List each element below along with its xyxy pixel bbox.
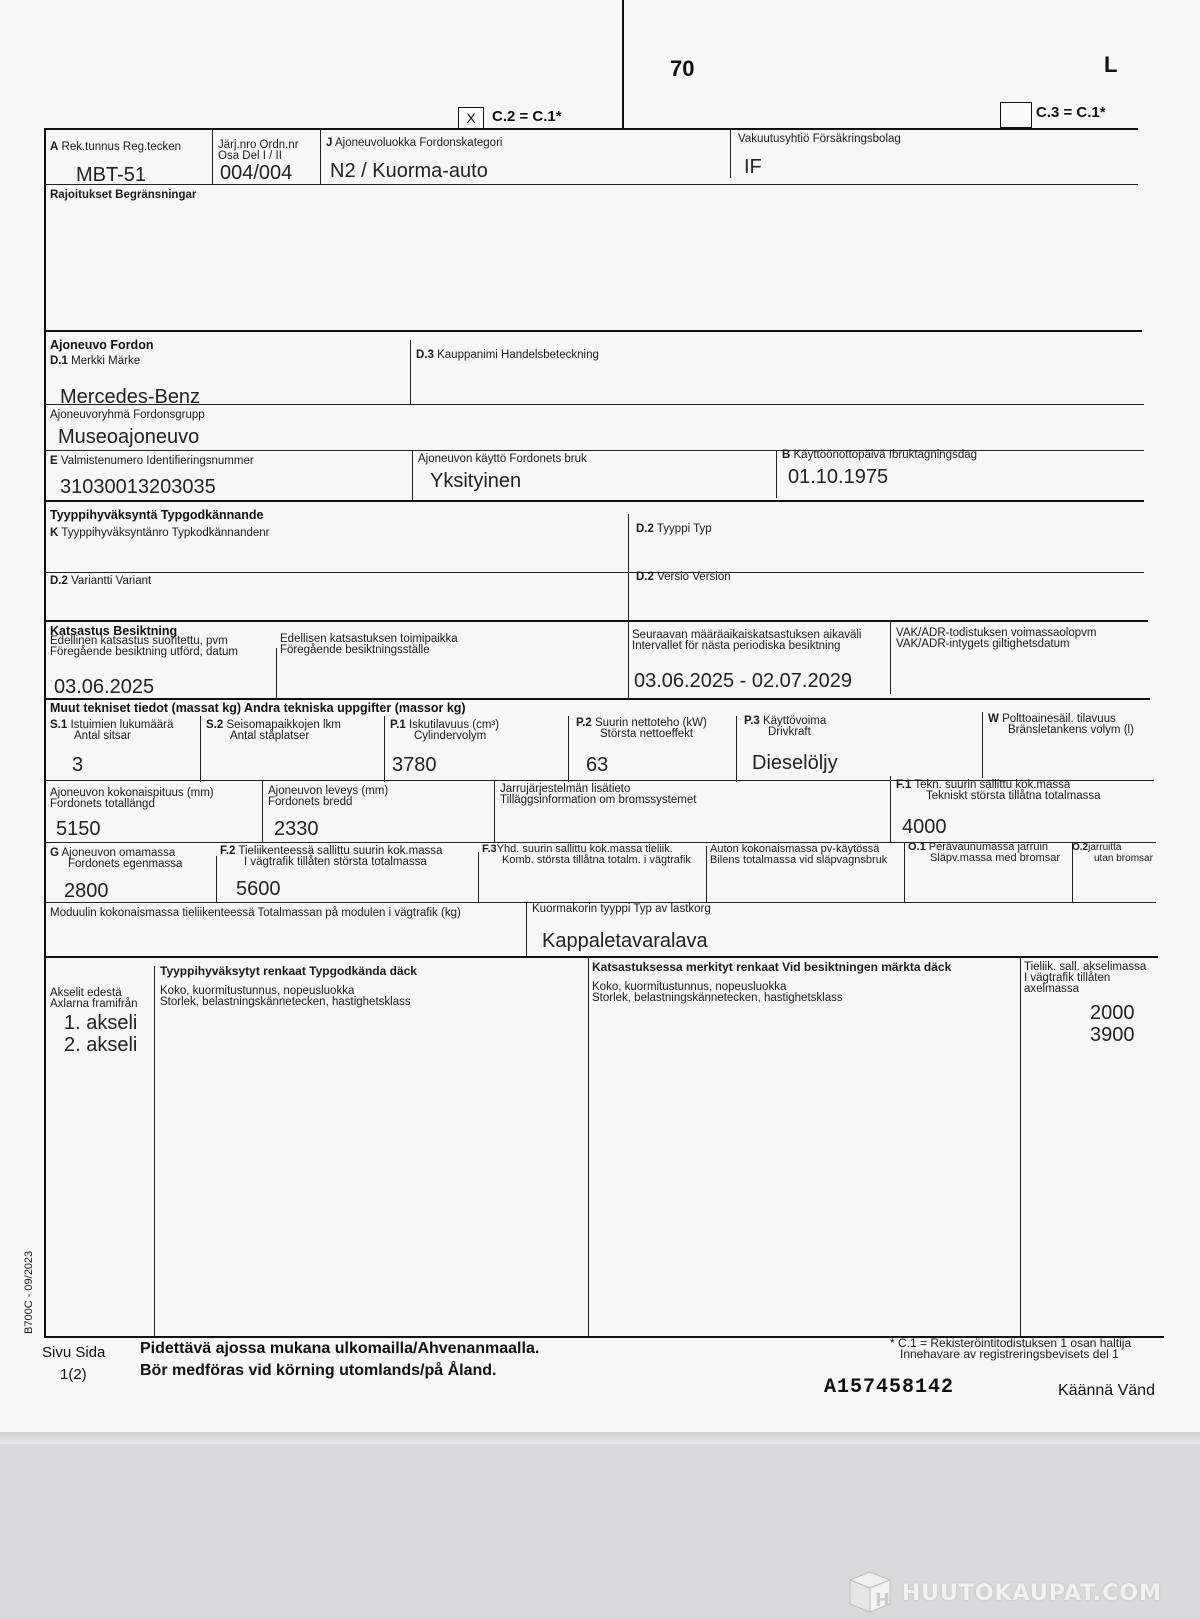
form-left-border	[44, 128, 46, 1336]
restrictions-label: Rajoitukset Begränsningar	[50, 189, 197, 201]
f2-value: 5600	[236, 878, 281, 900]
p1-value: 3780	[392, 754, 437, 776]
vin-label: E Valmistenumero Identifieringsnummer	[50, 455, 254, 467]
turn-page-text: Käännä Vänd	[1058, 1382, 1155, 1399]
vehicle-divider-3	[776, 450, 777, 498]
inspection-divider-2	[628, 620, 629, 700]
tech-divider-6	[262, 780, 263, 842]
svg-text:H: H	[874, 1590, 890, 1611]
intro-value: 01.10.1975	[788, 466, 889, 488]
tech-divider-7	[494, 780, 495, 842]
module-mass-label: Moduulin kokonaismassa tieliikenteessä Totalmassan på modulen i vägtrafik (kg)	[50, 907, 461, 919]
variant-label: D.2 Variantti Variant	[50, 575, 152, 587]
row-a-bottom	[44, 184, 1138, 185]
k-label: K Tyyppihyväksyntänro Typkodkännandenr	[50, 527, 270, 539]
page-label: Sivu Sida	[42, 1344, 106, 1361]
f1-value: 4000	[902, 816, 947, 838]
tech-divider-8	[890, 776, 891, 842]
group-label: Ajoneuvoryhmä Fordonsgrupp	[50, 409, 205, 421]
insurer-value: IF	[744, 156, 762, 178]
watermark	[844, 1568, 1162, 1619]
p3-value: Dieselöljy	[752, 752, 838, 774]
axle-mass-2: 3900	[1090, 1024, 1135, 1046]
axle-mass-1: 2000	[1090, 1002, 1135, 1024]
tech-divider-1	[200, 716, 201, 782]
tech-divider-3	[568, 716, 569, 782]
vehicle-bottom	[44, 500, 1144, 502]
c3-label: C.3 = C.1*	[1036, 104, 1106, 121]
side-form-code: B700C - 09/2023	[23, 1250, 35, 1334]
tyres-divider-2	[588, 956, 589, 1336]
page-edge	[0, 1432, 1200, 1444]
insurer-label: Vakuutusyhtiö Försäkringsbolag	[738, 133, 901, 145]
tech-divider-11	[706, 846, 707, 902]
form-letter: L	[1104, 52, 1118, 77]
vehicle-row-1-bottom	[44, 404, 1144, 405]
f2-label: F.2 Tieliikenteessä sallittu suurin kok.massa I vägtrafik tillåten största totalmassa	[220, 845, 443, 868]
tech-heading: Muut tekniset tiedot (massat kg) Andra tekniska uppgifter (massor kg)	[50, 701, 466, 715]
body-type-label: Kuormakorin tyyppi Typ av lastkorg	[532, 903, 711, 915]
brake-label: Jarrujärjestelmän lisätieto Tilläggsinformation om bromssystemet	[500, 783, 697, 806]
tech-divider-12	[904, 842, 905, 902]
axles-label: Akselit edestä Axlarna framifrån	[50, 987, 138, 1010]
vin-value: 31030013203035	[60, 476, 216, 498]
c2-checkbox: X	[458, 107, 484, 129]
axle-2: 2. akseli	[64, 1034, 138, 1056]
type-label: D.2 Tyyppi Typ	[636, 523, 712, 535]
p2-value: 63	[586, 754, 609, 776]
g-value: 2800	[64, 880, 109, 902]
tyres-divider-1	[154, 966, 155, 1336]
type-bottom	[44, 620, 1148, 622]
type-row-bottom	[44, 572, 1144, 573]
footnote: * C.1 = Rekisteröintitodistuksen 1 osan haltija Innehavare av registreringsbevisets del 1	[890, 1336, 1132, 1361]
class-label: J Ajoneuvoluokka Fordonskategori	[326, 137, 503, 149]
use-value: Yksityinen	[430, 470, 522, 492]
row-a-divider-3	[730, 128, 731, 178]
width-value: 2330	[274, 818, 319, 840]
vehicle-heading: Ajoneuvo Fordon	[50, 338, 154, 352]
type-approval-heading: Tyyppihyväksyntä Typgodkännande	[50, 508, 264, 522]
place-label: Edellisen katsastuksen toimipaikka Föregående besiktningsställe	[280, 633, 458, 656]
type-divider	[628, 514, 629, 620]
tech-divider-4	[736, 716, 737, 782]
length-label: Ajoneuvon kokonaispituus (mm) Fordonets totallängd	[50, 787, 214, 810]
serial-number: A157458142	[824, 1376, 955, 1399]
axle-1: 1. akseli	[64, 1012, 138, 1034]
p2-label: P.2 Suurin nettoteho (kW) Största nettoeffekt	[576, 717, 707, 740]
vehicle-row-2-bottom	[44, 450, 1144, 451]
top-divider	[622, 0, 624, 128]
o1-label: O.1 Perävaunumassa jarruin Släpv.massa med bromsar	[908, 841, 1061, 864]
length-value: 5150	[56, 818, 101, 840]
s2-label: S.2 Seisomapaikkojen lkm Antal ståplatser	[206, 719, 341, 742]
vehicle-divider-1	[410, 340, 411, 404]
g-label: G Ajoneuvon omamassa Fordonets egenmassa	[50, 847, 183, 870]
tech-divider-9	[216, 856, 217, 902]
reg-label: A Rek.tunnus Reg.tecken	[50, 141, 182, 153]
width-label: Ajoneuvon leveys (mm) Fordonets bredd	[268, 785, 389, 808]
row-a-divider-2	[320, 128, 321, 184]
comb-mass-label: Auton kokonaismassa pv-käytössä Bilens totalmassa vid släpvagnsbruk	[710, 843, 888, 866]
last-inspection-value: 03.06.2025	[54, 676, 155, 698]
inspection-divider-3	[890, 620, 891, 694]
body-type-value: Kappaletavaralava	[542, 930, 708, 952]
c2-label: C.2 = C.1*	[492, 108, 562, 125]
reg-value: MBT-51	[76, 164, 147, 186]
group-value: Museoajoneuvo	[58, 426, 200, 448]
inspection-bottom	[44, 698, 1150, 700]
vehicle-divider-2	[412, 450, 413, 500]
next-inspection-label: Seuraavan määräaikaiskatsastuksen aikaväli Intervallet för nästa periodiska besiktning	[632, 629, 862, 652]
c3-checkbox	[1000, 102, 1032, 128]
last-inspection-label: Edellinen katsastus suoritettu, pvm Föregående besiktning utförd, datum	[50, 635, 238, 658]
page-value: 1(2)	[60, 1366, 87, 1383]
notice-sv: Bör medföras vid körning utomlands/på Åland.	[140, 1362, 497, 1379]
intro-label: B Käyttöönottopäivä Ibruktagningsdag	[782, 449, 978, 461]
f1-label: F.1 Tekn. suurin sallittu kok.massa Tekniskt största tillåtna totalmassa	[896, 779, 1101, 802]
approved-tyres-label: Koko, kuormitustunnus, nopeusluokka Storlek, belastningskännetecken, hastighetsklass	[160, 985, 411, 1008]
tech-divider-10	[478, 852, 479, 902]
make-value: Mercedes-Benz	[60, 386, 201, 408]
tech-divider-5	[982, 712, 983, 778]
next-inspection-value: 03.06.2025 - 02.07.2029	[634, 670, 852, 692]
watermark-text: HUUTOKAUPAT.COM	[901, 1581, 1162, 1606]
tech-bottom	[44, 956, 1158, 958]
axle-mass-label: Tieliik. sall. akselimassa I vägtrafik tillåten axelmassa	[1024, 961, 1147, 995]
row-a-divider-1	[212, 128, 213, 184]
make-label: D.1 Merkki Märke	[50, 355, 141, 367]
p1-label: P.1 Iskutilavuus (cm³) Cylindervolym	[390, 719, 500, 742]
tyres-divider-3	[1020, 956, 1021, 1336]
o2-label: O.2jarruitta utan bromsar	[1072, 842, 1153, 864]
marked-tyres-heading: Katsastuksessa merkityt renkaat Vid besiktningen märkta däck	[592, 960, 952, 974]
version-label: D.2 Versio Version	[636, 571, 731, 583]
trade-label: D.3 Kauppanimi Handelsbeteckning	[416, 349, 599, 361]
p3-label: P.3 Käyttövoima Drivkraft	[744, 715, 827, 738]
tech-divider-14	[526, 902, 527, 956]
inspection-heading: Katsastus Besiktning	[50, 624, 178, 638]
tech-divider-2	[384, 716, 385, 782]
f3-label: F.3Yhd. suurin sallittu kok.massa tieliik. Komb. största tillåtna totalm. i vägtrafik	[482, 843, 691, 866]
approved-tyres-heading: Tyyppihyväksytyt renkaat Typgodkända däck	[160, 964, 417, 978]
s1-value: 3	[72, 754, 84, 776]
notice-fi: Pidettävä ajossa mukana ulkomailla/Ahvenanmaalla.	[140, 1340, 540, 1357]
form-code: 70	[670, 56, 695, 81]
use-label: Ajoneuvon käyttö Fordonets bruk	[418, 453, 587, 465]
box-logo-icon	[844, 1568, 896, 1619]
class-value: N2 / Kuorma-auto	[330, 160, 488, 182]
form-top-border	[44, 128, 1138, 130]
restrictions-bottom	[44, 330, 1142, 332]
vak-label: VAK/ADR-todistuksen voimassaolopvm VAK/ADR-intygets giltighetsdatum	[896, 627, 1097, 650]
s1-label: S.1 Istuimien lukumäärä Antal sitsar	[50, 719, 174, 742]
ordn-label: Järj.nro Ordn.nr Osa Del I / II	[218, 139, 299, 162]
ordn-value: 004/004	[220, 162, 293, 184]
inspection-divider-1	[276, 648, 277, 700]
w-label: W Polttoainesäil. tilavuus Bränsletankens volym (l)	[988, 713, 1134, 736]
marked-tyres-label: Koko, kuormitustunnus, nopeusluokka Storlek, belastningskännetecken, hastighetsklass	[592, 981, 843, 1004]
